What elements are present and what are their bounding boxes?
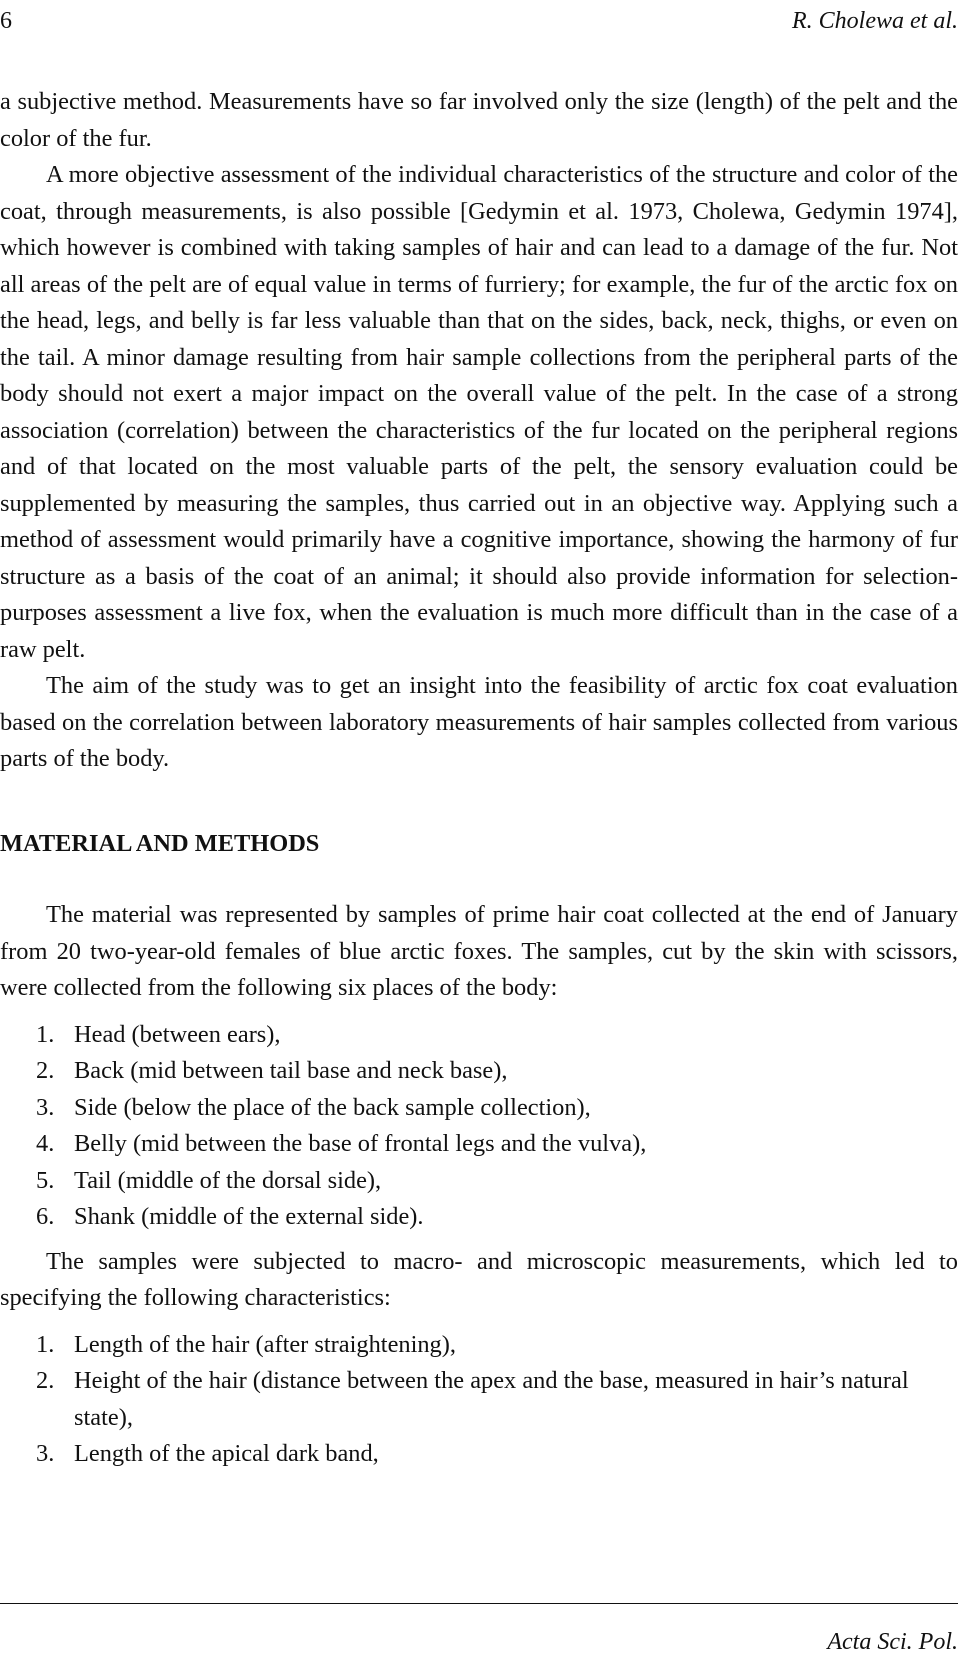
list-number: 6. [36,1203,55,1230]
material-paragraph: The material was represented by samples of prime hair coat collected at the end of January from 20 two-year-old females of blue arctic foxes. The samples, cut by the skin with scissors, were collected from the following six places of the body: [0,901,958,1001]
list-item [0,1163,958,1200]
list-text: Side (below the place of the back sample collection), [74,1093,591,1121]
section-heading: MATERIAL AND METHODS [0,829,320,857]
list-item [0,1053,958,1090]
list-text: Belly (mid between the base of frontal legs and the vulva), [74,1130,647,1157]
list-text: Shank (middle of the external side). [74,1203,424,1230]
intro-paragraph: A more objective assessment of the individual characteristics of the structure and color of the coat, through measurements, is also possible [Gedymin et al. 1973, Cholewa, Gedymin 1974], which however is combined with taking samples of hair and can lead to a damage of the fur. Not all areas of the pelt are of equal value in terms of furriery; for example, the fur of the arctic fox on the head, legs, and belly is far less valuable than that on the sides, back, neck, thighs, or even on the tail. A minor damage resulting from hair sample collections from the peripheral parts of the body should not exert a major impact on the overall value of the pelt. In the case of a strong association (correlation) between the characteristics of the fur located on the peripheral regions and of that located on the most valuable parts of the pelt, the sensory evaluation could be supplemented by measuring the samples, thus carried out in an objective way. Applying such a method of assessment would primarily have a cognitive importance, showing the harmony of fur structure as a basis of the coat of an animal; it should also provide information for selection-purposes assessment a live fox, when the evaluation is much more difficult than in the case of a raw pelt. [0,161,958,663]
list-item [0,1090,958,1127]
footer-rule [0,1603,958,1604]
list-text: Back (mid between tail base and neck base), [74,1057,508,1084]
body-text [0,84,958,1481]
intro-paragraph: a subjective method. Measurements have so far involved only the size (length) of the pelt and the color of the fur. [0,88,958,152]
list-number: 1. [36,1020,55,1048]
list-text: Height of the hair (distance between the apex and the base, measured in hair’s natural state), [74,1367,909,1431]
list-number: 3. [36,1440,55,1467]
list-item [0,1199,958,1236]
characteristics-list [0,1327,958,1473]
body-places-list [0,1017,958,1236]
list-number: 5. [36,1166,55,1194]
list-text: Head (between ears), [74,1020,281,1048]
aim-paragraph: The aim of the study was to get an insight into the feasibility of arctic fox coat evaluation based on the correlation between laboratory measurements of hair samples collected from various parts of the body. [0,672,958,772]
list-number: 1. [36,1330,55,1358]
methods-paragraph: The samples were subjected to macro- and microscopic measurements, which led to specifying the following characteristics: [0,1247,958,1311]
list-text: Length of the hair (after straightening), [74,1330,456,1358]
list-number: 2. [36,1057,55,1084]
list-item [0,1436,958,1473]
running-head [0,4,958,38]
list-text: Length of the apical dark band, [74,1440,379,1467]
list-item [0,1327,958,1364]
list-item [0,1017,958,1054]
page-number: 6 [0,8,12,34]
list-text: Tail (middle of the dorsal side), [74,1166,382,1194]
footer-journal-name: Acta Sci. Pol. [827,1629,958,1655]
list-item [0,1363,958,1436]
list-number: 4. [36,1130,55,1157]
list-number: 2. [36,1367,55,1394]
running-head-authors: R. Cholewa et al. [792,8,958,34]
list-number: 3. [36,1093,55,1121]
list-item [0,1126,958,1163]
